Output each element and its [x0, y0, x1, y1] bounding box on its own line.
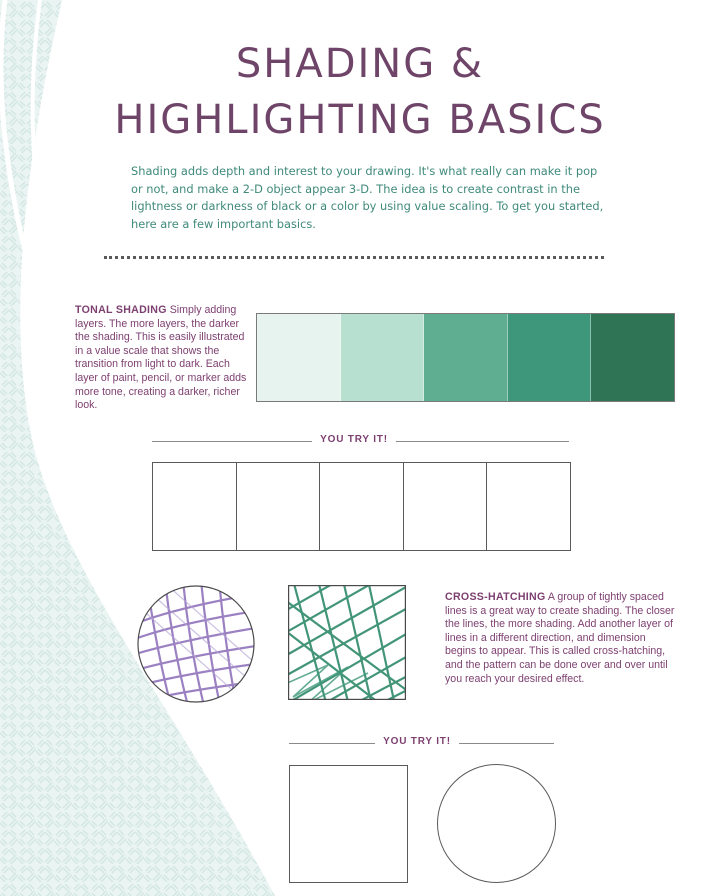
- divider-line: [396, 441, 569, 442]
- value-swatch: [341, 314, 425, 401]
- page-title-line1: SHADING &: [235, 41, 485, 87]
- page-title-line2: HIGHLIGHTING BASICS: [114, 97, 606, 143]
- cross-hatching-text: A group of tightly spaced lines is a great way to create shading. The closer the lines, the more shading. Add another layer of lines in a different direction, and dimension begins to appear. This is called cross-hatching, and the pattern can be done over and over until you reach your desired effect.: [445, 591, 675, 685]
- divider-line: [152, 441, 312, 442]
- practice-square[interactable]: [289, 765, 408, 883]
- dotted-divider: [104, 256, 604, 259]
- crosshatch-square-example: [288, 585, 406, 700]
- divider-line: [459, 743, 554, 744]
- crosshatch-sphere-example: [137, 585, 255, 703]
- practice-circle[interactable]: [437, 764, 556, 883]
- practice-box[interactable]: [237, 463, 321, 550]
- try-it-label: YOU TRY IT!: [383, 736, 451, 747]
- tonal-shading-heading: TONAL SHADING: [75, 304, 167, 316]
- cross-hatching-heading: CROSS-HATCHING: [445, 591, 546, 603]
- tonal-shading-paragraph: [75, 304, 253, 413]
- tonal-shading-text: Simply adding layers. The more layers, the darker the shading. This is easily illustrated in a value scale that shows the transition from light to dark. Each layer of paint, pencil, or marker adds more tone, creating a darker, richer look.: [75, 304, 247, 412]
- practice-box[interactable]: [153, 463, 237, 550]
- value-swatch: [424, 314, 508, 401]
- try-it-label: YOU TRY IT!: [320, 434, 388, 445]
- value-scale: [256, 313, 675, 402]
- practice-value-scale: [152, 462, 571, 551]
- cross-hatching-paragraph: [445, 591, 677, 686]
- value-swatch: [257, 314, 341, 401]
- intro-paragraph: Shading adds depth and interest to your drawing. It's what really can make it pop or not, and make a 2-D object appear 3-D. The idea is to create contrast in the lightness or darkness of black or a color by using value scaling. To get you started, here are a few important basics.: [131, 164, 604, 231]
- practice-box[interactable]: [487, 463, 570, 550]
- practice-box[interactable]: [404, 463, 488, 550]
- value-swatch: [508, 314, 592, 401]
- divider-line: [289, 743, 375, 744]
- value-swatch: [591, 314, 674, 401]
- practice-box[interactable]: [320, 463, 404, 550]
